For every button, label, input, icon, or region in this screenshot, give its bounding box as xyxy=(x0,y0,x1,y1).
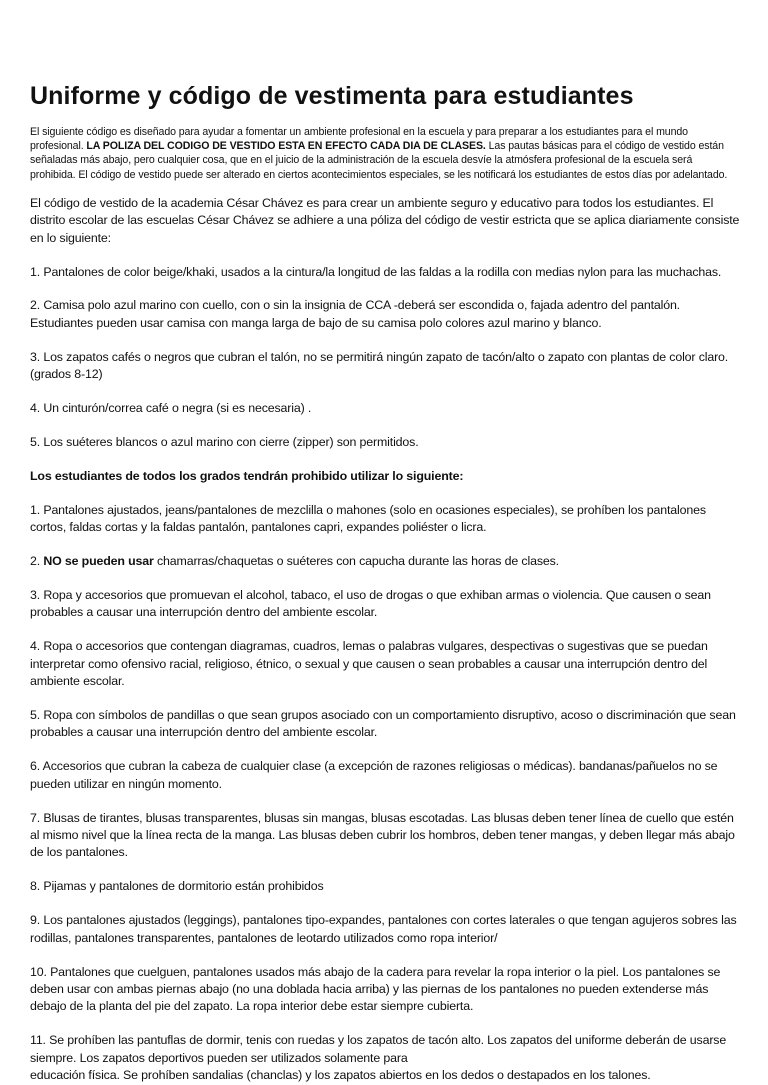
item-number: 2. xyxy=(30,554,44,569)
prohibited-item: 8. Pijamas y pantalones de dormitorio están prohibidos xyxy=(30,879,324,894)
prohibited-item: 9. Los pantalones ajustados (leggings), pantalones tipo-expandes, pantalones con cortes laterales o que tengan agujeros sobres las rodillas, pantalones transparentes, pantalones de leotardo utilizados como ropa interior/ xyxy=(30,913,737,945)
prohibited-item: 10. Pantalones que cuelguen, pantalones usados más abajo de la cadera para revelar la ropa interior o la piel. Los pantalones se deben usar con ambas piernas abajo (no una doblada hacia arriba) y las piernas de los pantalones no pueden extenderse más debajo de la planta del pie del zapato. La ropa interior debe estar siempre cubierta. xyxy=(30,964,721,1014)
prohibited-heading xyxy=(30,468,740,485)
prohibited-item: 3. Ropa y accesorios que promuevan el alcohol, tabaco, el uso de drogas o que exhiban armas o violencia. Que causen o sean probables a causar una interrupción dentro del ambiente escolar. xyxy=(30,588,711,620)
intro-text: El siguiente código es diseñado para ayudar a fomentar un ambiente profesional en la escuela y para preparar a los estudiantes para el mundo profesional. xyxy=(30,126,688,153)
required-item: 4. Un cinturón/correa café o negra (si es necesaria) . xyxy=(30,401,312,416)
item-text: 11. Se prohíben las pantuflas de dormir, tenis con ruedas y los zapatos de tacón alto. Los zapatos del uniforme deberán de usarse siempre. Los zapatos deportivos pueden ser utilizados solamente para xyxy=(30,1033,727,1065)
item-emphasis: NO se pueden usar xyxy=(43,554,154,569)
prohibited-item xyxy=(30,553,740,570)
required-item: 5. Los suéteres blancos o azul marino con cierre (zipper) son permitidos. xyxy=(30,434,419,449)
overview-paragraph: El código de vestido de la academia César Chávez es para crear un ambiente seguro y educativo para todos los estudiantes. El distrito escolar de las escuelas César Chávez se adhiere a una póliza del código de vestir estricta que se aplica diariamente consiste en lo siguiente: xyxy=(30,195,740,245)
item-text: chamarras/chaquetas o suéteres con capucha durante las horas de clases. xyxy=(153,554,559,569)
intro-paragraph xyxy=(30,125,740,182)
item-text-continued: educación física. Se prohíben sandalias (chanclas) y los zapatos abiertos en los dedos o destapados en los talones. xyxy=(30,1068,651,1083)
prohibited-item: 5. Ropa con símbolos de pandillas o que sean grupos asociado con un comportamiento disruptivo, acoso o discriminación que sean probables a causar una interrupción dentro del ambiente escolar. xyxy=(30,708,736,740)
intro-text-rest: Las pautas básicas para el código de vestido están señaladas más abajo, pero cualquier cosa, que en el juicio de la administración de la escuela desvíe la atmósfera profesional de la escuela será prohibida. El código de vestido puede ser alterado en ciertos acontecimientos especiales, se les notificará los estudiantes de estos días por adelantado. xyxy=(30,140,728,181)
prohibited-item xyxy=(30,1032,740,1084)
page-title: Uniforme y código de vestimenta para estudiantes xyxy=(30,82,634,110)
intro-emphasis: LA POLIZA DEL CODIGO DE VESTIDO ESTA EN EFECTO CADA DIA DE CLASES. xyxy=(86,140,486,153)
required-item: 3. Los zapatos cafés o negros que cubran el talón, no se permitirá ningún zapato de tacón/alto o zapato con plantas de color claro. (grados 8-12) xyxy=(30,349,729,382)
required-item: 2. Camisa polo azul marino con cuello, con o sin la insignia de CCA -deberá ser escondida o, fajada adentro del pantalón. Estudiantes pueden usar camisa con manga larga de bajo de su camisa polo colores azul marino y blanco. xyxy=(30,298,680,330)
prohibited-heading-text: Los estudiantes de todos los grados tendrán prohibido utilizar lo siguiente: xyxy=(30,468,464,483)
prohibited-item: 6. Accesorios que cubran la cabeza de cualquier clase (a excepción de razones religiosas o médicas). bandanas/pañuelos no se pueden utilizar en ningún momento. xyxy=(30,759,718,791)
prohibited-item: 1. Pantalones ajustados, jeans/pantalones de mezclilla o mahones (solo en ocasiones especiales), se prohíben los pantalones cortos, faldas cortas y la faldas pantalón, pantalones capri, expandes poliéster o licra. xyxy=(30,502,706,535)
prohibited-item: 7. Blusas de tirantes, blusas transparentes, blusas sin mangas, blusas escotadas. Las blusas deben tener línea de cuello que estén al mismo nivel que la línea recta de la manga. Las blusas deben cubrir los hombros, deben tener mangas, y deben llegar más abajo de los pantalones. xyxy=(30,810,735,860)
prohibited-item: 4. Ropa o accesorios que contengan diagramas, cuadros, lemas o palabras vulgares, despectivas o sugestivas que se puedan interpretar como ofensivo racial, religioso, étnico, o sexual y que causen o sean probables a causar una interrupción dentro del ambiente escolar. xyxy=(30,639,708,689)
required-item: 1. Pantalones de color beige/khaki, usados a la cintura/la longitud de las faldas a la rodilla con medias nylon para las muchachas. xyxy=(30,264,722,279)
